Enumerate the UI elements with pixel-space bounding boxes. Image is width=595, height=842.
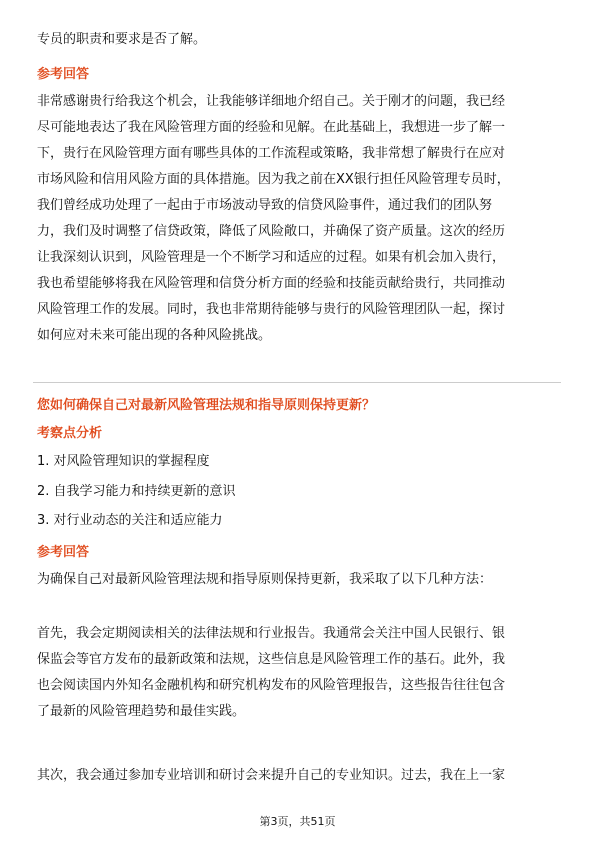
answer1-line: 我们曾经成功处理了一起由于市场波动导致的信贷风险事件，通过我们的团队努 <box>37 198 493 213</box>
answer2-para1-line: 保监会等官方发布的最新政策和法规，这些信息是风险管理工作的基石。此外，我 <box>37 652 506 667</box>
analysis-heading: 考察点分析 <box>37 426 103 441</box>
answer1-line: 让我深刻认识到，风险管理是一个不断学习和适应的过程。如果有机会加入贵行， <box>37 250 506 265</box>
answer2-para2-line: 其次，我会通过参加专业培训和研讨会来提升自己的专业知识。过去，我在上一家 <box>37 768 506 783</box>
answer1-line: 非常感谢贵行给我这个机会，让我能够详细地介绍自己。关于刚才的问题，我已经 <box>37 94 506 109</box>
answer2-heading: 参考回答 <box>37 545 90 560</box>
answer2-para1-line: 也会阅读国内外知名金融机构和研究机构发布的风险管理报告，这些报告往往包含 <box>37 678 506 693</box>
answer1-line: 风险管理工作的发展。同时，我也非常期待能够与贵行的风险管理团队一起，探讨 <box>37 302 506 317</box>
answer1-line: 市场风险和信用风险方面的具体措施。因为我之前在XX银行担任风险管理专员时， <box>37 172 510 187</box>
answer2-para1-line: 首先，我会定期阅读相关的法律法规和行业报告。我通常会关注中国人民银行、银 <box>37 626 506 641</box>
answer1-line: 我也希望能够将我在风险管理和信贷分析方面的经验和技能贡献给贵行，共同推动 <box>37 276 506 291</box>
answer2-intro: 为确保自己对最新风险管理法规和指导原则保持更新，我采取了以下几种方法： <box>37 572 493 587</box>
answer2-para1-line: 了最新的风险管理趋势和最佳实践。 <box>37 704 246 719</box>
answer1-heading: 参考回答 <box>37 67 90 82</box>
page-number-footer: 第3页，共51页 <box>259 815 336 828</box>
analysis-point: 3. 对行业动态的关注和适应能力 <box>37 513 223 528</box>
answer1-line: 下，贵行在风险管理方面有哪些具体的工作流程或策略，我非常想了解贵行在应对 <box>37 146 506 161</box>
answer1-line: 尽可能地表达了我在风险管理方面的经验和见解。在此基础上，我想进一步了解一 <box>37 120 506 135</box>
section-divider <box>33 382 561 383</box>
intro-tail-text: 专员的职责和要求是否了解。 <box>37 32 207 47</box>
analysis-point: 2. 自我学习能力和持续更新的意识 <box>37 484 236 499</box>
answer1-line: 如何应对未来可能出现的各种风险挑战。 <box>37 328 272 343</box>
answer1-line: 力，我们及时调整了信贷政策，降低了风险敞口，并确保了资产质量。这次的经历 <box>37 224 506 239</box>
analysis-point: 1. 对风险管理知识的掌握程度 <box>37 454 210 469</box>
question-title: 您如何确保自己对最新风险管理法规和指导原则保持更新？ <box>37 398 376 413</box>
